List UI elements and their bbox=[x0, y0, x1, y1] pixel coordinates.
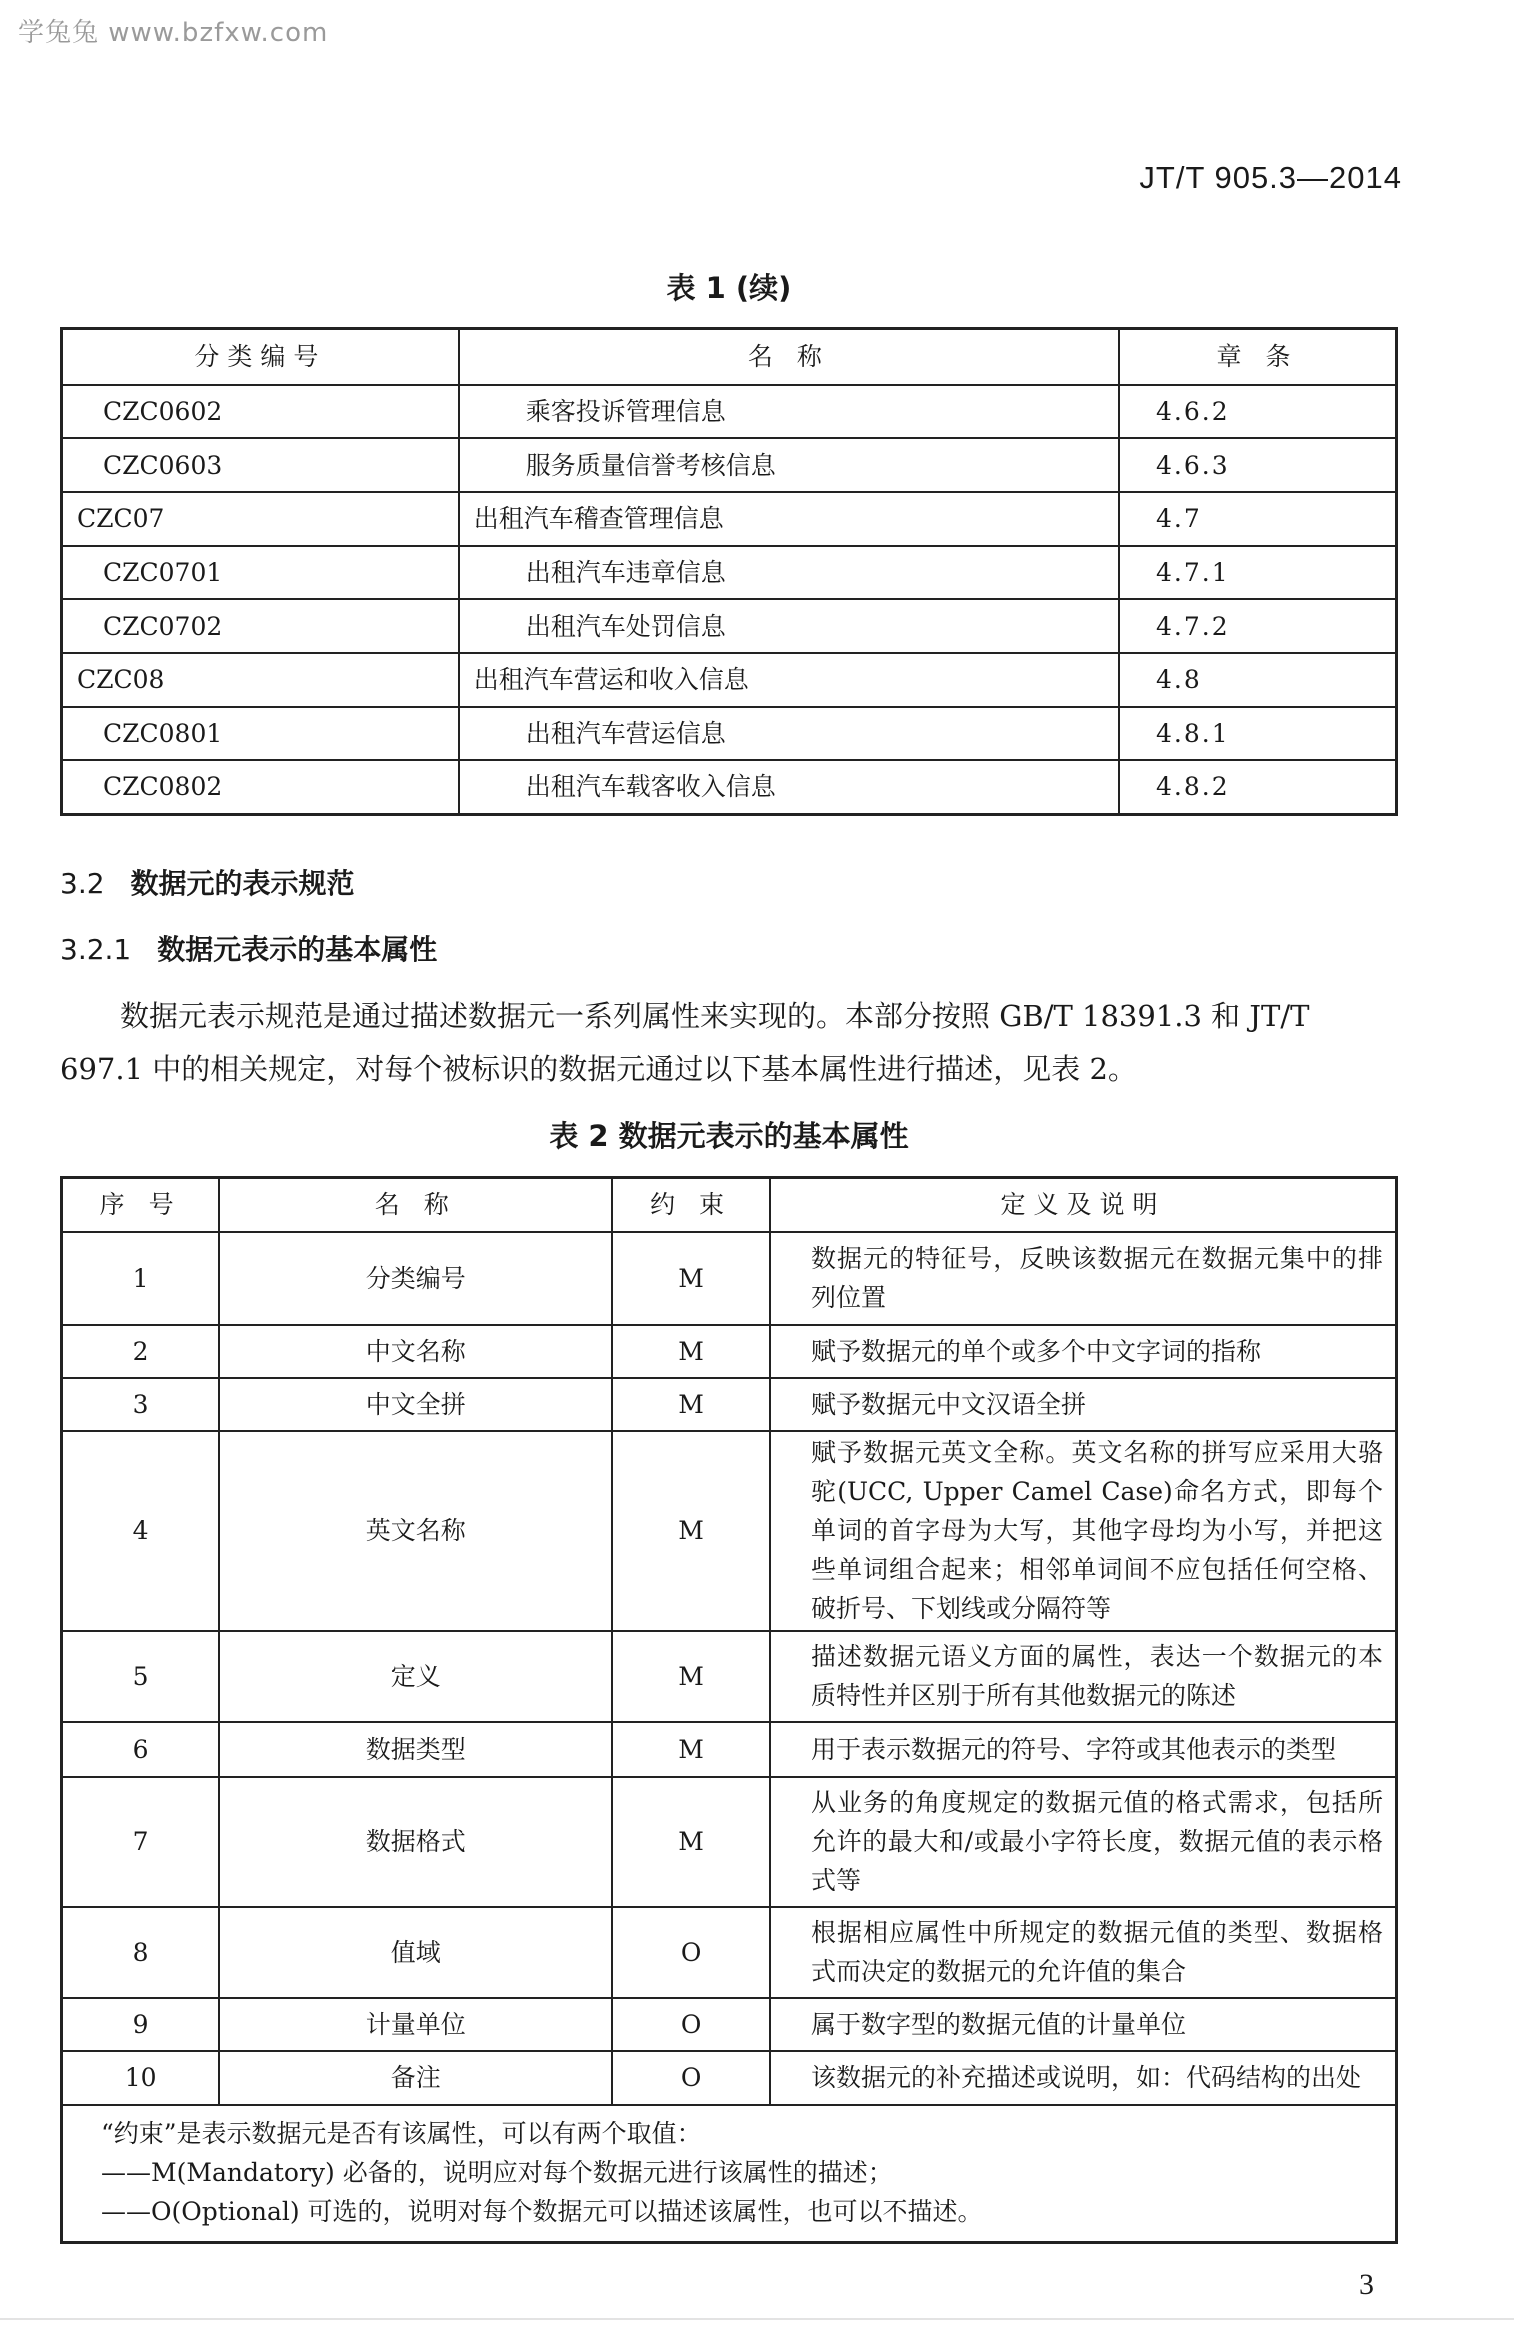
row-section: 4.7.2 bbox=[1119, 599, 1397, 653]
table-row bbox=[62, 1378, 1397, 1431]
table-row bbox=[62, 1722, 1397, 1777]
table-row bbox=[62, 1907, 1397, 1998]
table-row bbox=[62, 599, 1397, 653]
row-name: 出租汽车处罚信息 bbox=[459, 599, 1119, 653]
row-name: 备注 bbox=[219, 2051, 612, 2105]
row-name: 中文全拼 bbox=[219, 1378, 612, 1431]
row-name: 中文名称 bbox=[219, 1325, 612, 1378]
row-name: 乘客投诉管理信息 bbox=[459, 385, 1119, 439]
table1-header-code: 分类编号 bbox=[62, 329, 459, 385]
row-number: 4 bbox=[62, 1431, 220, 1631]
section-title: 数据元的表示规范 bbox=[130, 867, 355, 900]
row-constraint: O bbox=[612, 1998, 770, 2051]
table1-caption: 表 1 (续) bbox=[666, 271, 792, 305]
row-definition: 描述数据元语义方面的属性，表达一个数据元的本质特性并区别于所有其他数据元的陈述 bbox=[770, 1631, 1397, 1722]
row-definition: 用于表示数据元的符号、字符或其他表示的类型 bbox=[770, 1722, 1397, 1777]
table2-header-row bbox=[62, 1178, 1397, 1232]
note-line: “约束”是表示数据元是否有该属性，可以有两个取值： bbox=[101, 2118, 702, 2148]
row-number: 2 bbox=[62, 1325, 220, 1378]
watermark: 学兔兔 www.bzfxw.com bbox=[18, 18, 329, 48]
table1-header-name: 名 称 bbox=[459, 329, 1119, 385]
table-row bbox=[62, 385, 1397, 439]
row-definition: 赋予数据元的单个或多个中文字词的指称 bbox=[770, 1325, 1397, 1378]
table2-notes-row bbox=[62, 2105, 1397, 2243]
section-3-2-heading bbox=[60, 862, 355, 902]
row-constraint: M bbox=[612, 1777, 770, 1907]
body-paragraph: 数据元表示规范是通过描述数据元一系列属性来实现的。本部分按照 GB/T 18391.3 和 JT/T 697.1 中的相关规定，对每个被标识的数据元通过以下基本属性进行描述，见表 2。 bbox=[60, 999, 1310, 1086]
table2-header-no: 序 号 bbox=[62, 1178, 220, 1232]
row-code: CZC08 bbox=[62, 653, 459, 707]
row-code: CZC0801 bbox=[62, 707, 459, 761]
row-code: CZC0802 bbox=[62, 760, 459, 814]
row-section: 4.6.2 bbox=[1119, 385, 1397, 439]
document-id: JT/T 905.3—2014 bbox=[1139, 160, 1402, 195]
section-title: 数据元表示的基本属性 bbox=[157, 933, 438, 966]
row-name: 出租汽车稽查管理信息 bbox=[459, 492, 1119, 546]
table-row bbox=[62, 1998, 1397, 2051]
row-definition: 该数据元的补充描述或说明，如：代码结构的出处 bbox=[770, 2051, 1397, 2105]
row-constraint: O bbox=[612, 2051, 770, 2105]
table-row bbox=[62, 492, 1397, 546]
row-definition: 属于数字型的数据元值的计量单位 bbox=[770, 1998, 1397, 2051]
row-name: 计量单位 bbox=[219, 1998, 612, 2051]
table-row bbox=[62, 1777, 1397, 1907]
row-name: 出租汽车营运信息 bbox=[459, 707, 1119, 761]
row-section: 4.6.3 bbox=[1119, 438, 1397, 492]
table2-header-name: 名 称 bbox=[219, 1178, 612, 1232]
row-section: 4.8.2 bbox=[1119, 760, 1397, 814]
table-row bbox=[62, 1631, 1397, 1722]
row-number: 5 bbox=[62, 1631, 220, 1722]
table-row bbox=[62, 760, 1397, 814]
table-row bbox=[62, 707, 1397, 761]
row-definition: 赋予数据元中文汉语全拼 bbox=[770, 1378, 1397, 1431]
row-code: CZC0702 bbox=[62, 599, 459, 653]
table1-header-row bbox=[62, 329, 1397, 385]
row-name: 数据格式 bbox=[219, 1777, 612, 1907]
table2-notes bbox=[62, 2105, 1397, 2243]
row-constraint: M bbox=[612, 1232, 770, 1325]
table-row bbox=[62, 653, 1397, 707]
section-number: 3.2 bbox=[60, 867, 105, 900]
row-section: 4.8.1 bbox=[1119, 707, 1397, 761]
table2-caption: 表 2 数据元表示的基本属性 bbox=[549, 1119, 909, 1153]
row-number: 7 bbox=[62, 1777, 220, 1907]
row-section: 4.8 bbox=[1119, 653, 1397, 707]
row-code: CZC0701 bbox=[62, 546, 459, 600]
row-number: 10 bbox=[62, 2051, 220, 2105]
row-constraint: M bbox=[612, 1325, 770, 1378]
row-name: 出租汽车载客收入信息 bbox=[459, 760, 1119, 814]
table-row bbox=[62, 546, 1397, 600]
row-number: 8 bbox=[62, 1907, 220, 1998]
table2-header-definition: 定义及说明 bbox=[770, 1178, 1397, 1232]
row-name: 英文名称 bbox=[219, 1431, 612, 1631]
note-line: ——O(Optional) 可选的，说明对每个数据元可以描述该属性，也可以不描述。 bbox=[101, 2196, 983, 2226]
row-constraint: M bbox=[612, 1431, 770, 1631]
row-code: CZC0602 bbox=[62, 385, 459, 439]
table-row bbox=[62, 1325, 1397, 1378]
page-bottom-divider bbox=[0, 2318, 1514, 2320]
row-definition: 根据相应属性中所规定的数据元值的类型、数据格式而决定的数据元的允许值的集合 bbox=[770, 1907, 1397, 1998]
note-line: ——M(Mandatory) 必备的，说明应对每个数据元进行该属性的描述； bbox=[101, 2157, 893, 2187]
row-name: 定义 bbox=[219, 1631, 612, 1722]
page-number: 3 bbox=[1359, 2268, 1374, 2301]
table1-header-section: 章 条 bbox=[1119, 329, 1397, 385]
row-number: 6 bbox=[62, 1722, 220, 1777]
row-name: 出租汽车营运和收入信息 bbox=[459, 653, 1119, 707]
row-definition: 赋予数据元英文全称。英文名称的拼写应采用大骆驼(UCC, Upper Camel Case)命名方式，即每个单词的首字母为大写，其他字母均为小写，并把这些单词组合起来；相邻单词间不应包括任何空格、破折号、下划线或分隔符等 bbox=[770, 1431, 1397, 1631]
row-name: 值域 bbox=[219, 1907, 612, 1998]
row-name: 分类编号 bbox=[219, 1232, 612, 1325]
row-number: 1 bbox=[62, 1232, 220, 1325]
row-number: 3 bbox=[62, 1378, 220, 1431]
table-row bbox=[62, 2051, 1397, 2105]
row-constraint: O bbox=[612, 1907, 770, 1998]
table2-header-constraint: 约 束 bbox=[612, 1178, 770, 1232]
table1 bbox=[60, 327, 1398, 816]
row-code: CZC07 bbox=[62, 492, 459, 546]
row-definition: 从业务的角度规定的数据元值的格式需求，包括所允许的最大和/或最小字符长度，数据元值的表示格式等 bbox=[770, 1777, 1397, 1907]
table-row bbox=[62, 1431, 1397, 1631]
table-row bbox=[62, 438, 1397, 492]
row-definition: 数据元的特征号，反映该数据元在数据元集中的排列位置 bbox=[770, 1232, 1397, 1325]
row-number: 9 bbox=[62, 1998, 220, 2051]
row-section: 4.7 bbox=[1119, 492, 1397, 546]
row-constraint: M bbox=[612, 1378, 770, 1431]
row-name: 服务质量信誉考核信息 bbox=[459, 438, 1119, 492]
row-name: 数据类型 bbox=[219, 1722, 612, 1777]
row-code: CZC0603 bbox=[62, 438, 459, 492]
table-row bbox=[62, 1232, 1397, 1325]
section-3-2-1-heading bbox=[60, 928, 437, 968]
section-number: 3.2.1 bbox=[60, 933, 132, 966]
row-section: 4.7.1 bbox=[1119, 546, 1397, 600]
table2 bbox=[60, 1176, 1398, 2244]
row-constraint: M bbox=[612, 1631, 770, 1722]
row-constraint: M bbox=[612, 1722, 770, 1777]
row-name: 出租汽车违章信息 bbox=[459, 546, 1119, 600]
